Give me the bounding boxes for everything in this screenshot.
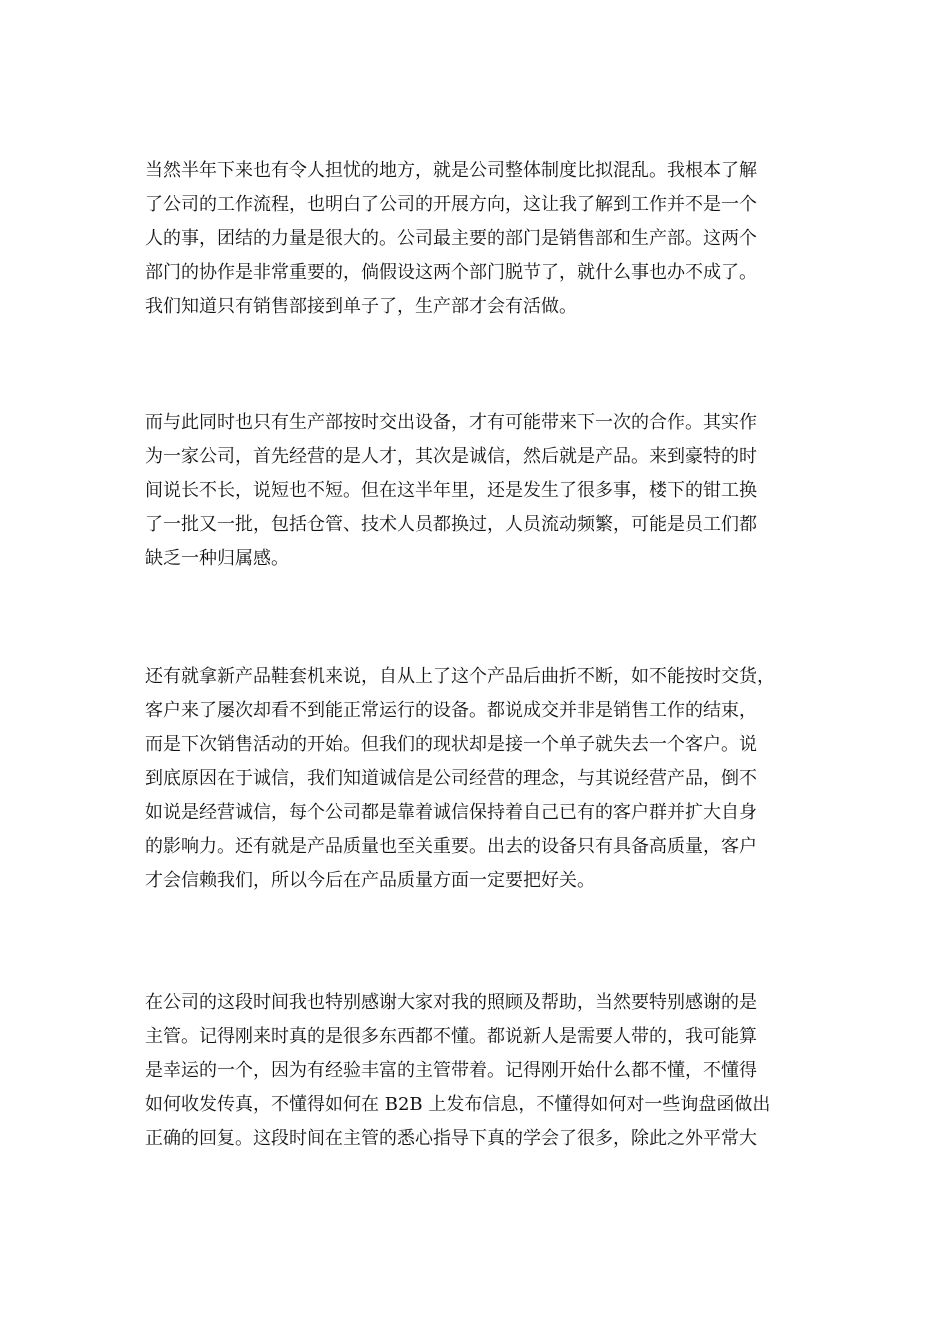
text-line: 主管。记得刚来时真的是很多东西都不懂。都说新人是需要人带的，我可能算 [145, 1026, 757, 1047]
text-line: 人的事，团结的力量是很大的。公司最主要的部门是销售部和生产部。这两个 [145, 228, 757, 249]
text-line: 到底原因在于诚信，我们知道诚信是公司经营的理念，与其说经营产品，倒不 [145, 768, 757, 789]
text-line: 在公司的这段时间我也特别感谢大家对我的照顾及帮助，当然要特别感谢的是 [145, 992, 757, 1013]
text-line: 如何收发传真，不懂得如何在 B2B 上发布信息，不懂得如何对一些询盘函做出 [145, 1094, 771, 1115]
text-line: 部门的协作是非常重要的，倘假设这两个部门脱节了，就什么事也办不成了。 [145, 262, 757, 283]
text-line: 正确的回复。这段时间在主管的悉心指导下真的学会了很多，除此之外平常大 [145, 1128, 757, 1149]
paragraph-2 [145, 406, 825, 576]
paragraph-4 [145, 986, 825, 1156]
paragraph-3 [145, 660, 825, 898]
text-line: 而与此同时也只有生产部按时交出设备，才有可能带来下一次的合作。其实作 [145, 412, 757, 433]
text-line: 当然半年下来也有令人担忧的地方，就是公司整体制度比拟混乱。我根本了解 [145, 160, 757, 181]
text-line: 客户来了屡次却看不到能正常运行的设备。都说成交并非是销售工作的结束， [145, 700, 757, 721]
text-line: 间说长不长，说短也不短。但在这半年里，还是发生了很多事，楼下的钳工换 [145, 480, 757, 501]
paragraph-1 [145, 154, 825, 324]
text-line: 缺乏一种归属感。 [145, 548, 289, 569]
text-line: 还有就拿新产品鞋套机来说，自从上了这个产品后曲折不断，如不能按时交货， [145, 666, 775, 687]
text-line: 的影响力。还有就是产品质量也至关重要。出去的设备只有具备高质量，客户 [145, 836, 757, 857]
text-line: 了一批又一批，包括仓管、技术人员都换过，人员流动频繁，可能是员工们都 [145, 514, 757, 535]
text-line: 我们知道只有销售部接到单子了，生产部才会有活做。 [145, 296, 577, 317]
text-line: 才会信赖我们，所以今后在产品质量方面一定要把好关。 [145, 870, 595, 891]
text-line: 为一家公司，首先经营的是人才，其次是诚信，然后就是产品。来到豪特的时 [145, 446, 757, 467]
text-line: 如说是经营诚信，每个公司都是靠着诚信保持着自己已有的客户群并扩大自身 [145, 802, 757, 823]
text-line: 是幸运的一个，因为有经验丰富的主管带着。记得刚开始什么都不懂，不懂得 [145, 1060, 757, 1081]
text-line: 了公司的工作流程，也明白了公司的开展方向，这让我了解到工作并不是一个 [145, 194, 757, 215]
text-line: 而是下次销售活动的开始。但我们的现状却是接一个单子就失去一个客户。说 [145, 734, 757, 755]
